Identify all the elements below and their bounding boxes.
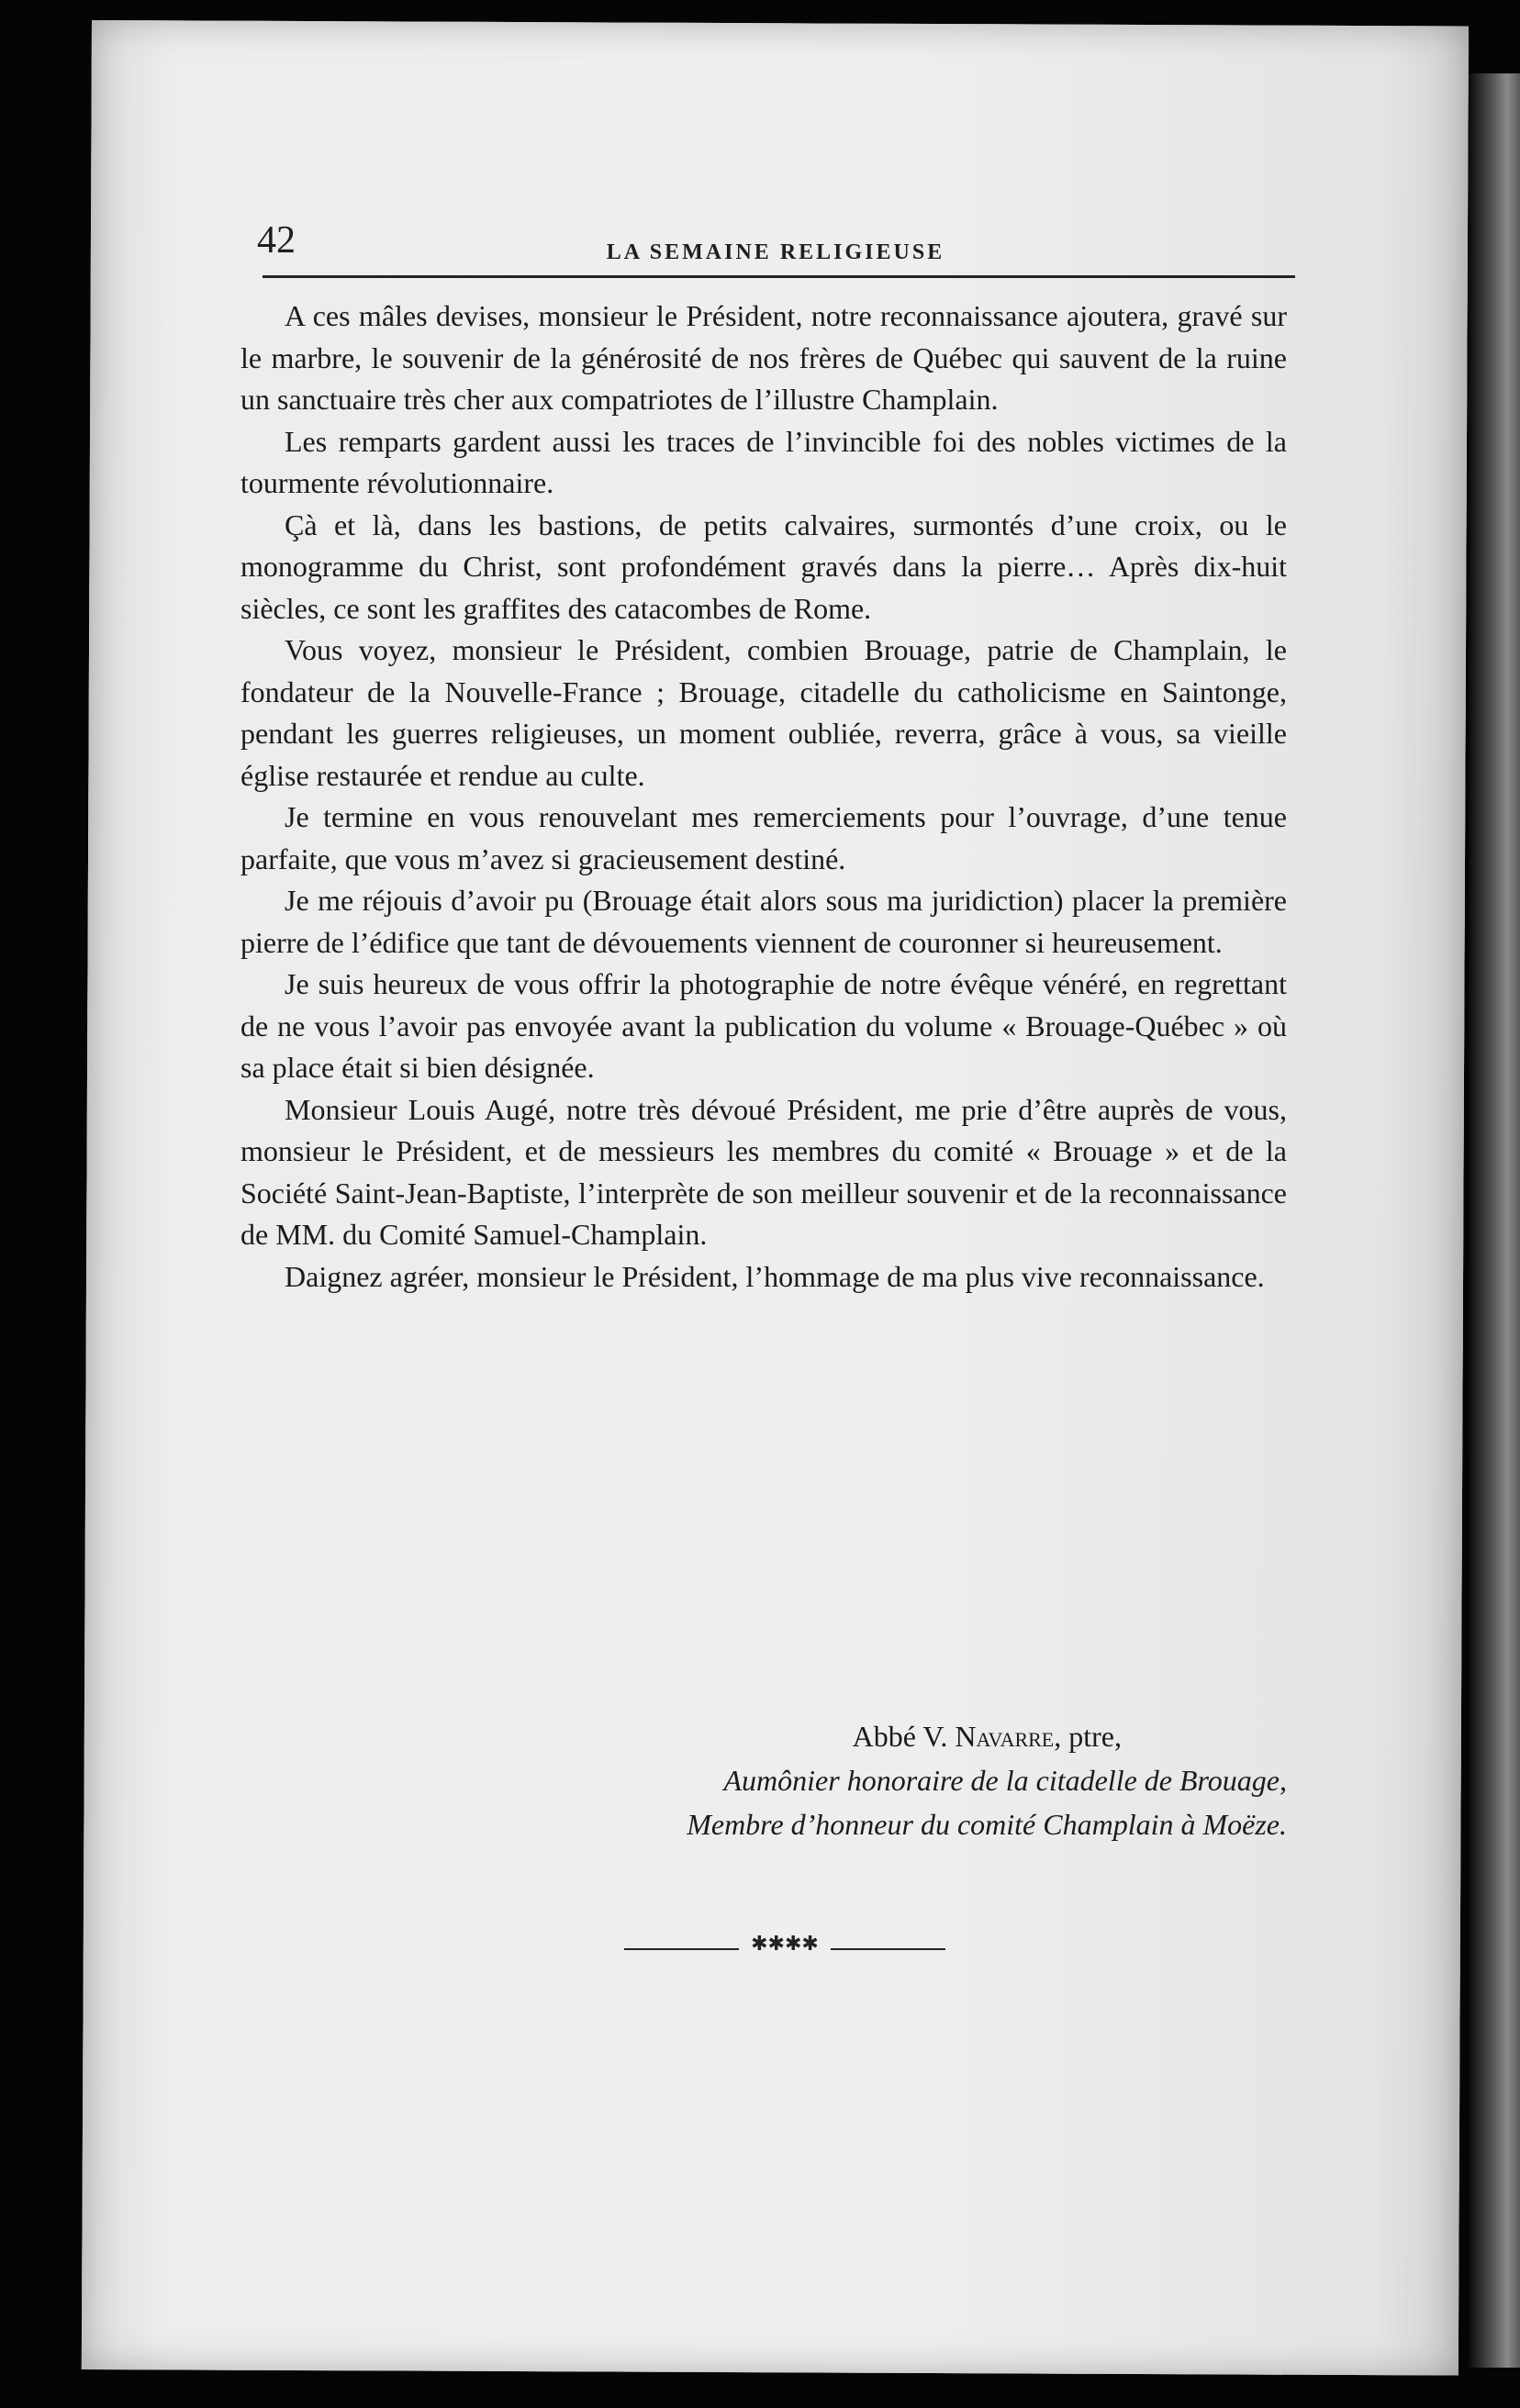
letter-body xyxy=(240,295,1287,1298)
paragraph: Je termine en vous renouvelant mes remerciements pour l’ouvrage, d’une tenue parfaite, que vous m’avez si gracieusement destiné. xyxy=(240,800,1287,875)
paragraph: Je suis heureux de vous offrir la photographie de notre évêque vénéré, en regrettant de ne vous l’avoir pas envoyée avant la publication du volume « Brouage-Québec » où sa place était si bien désignée. xyxy=(240,967,1287,1084)
signature-block xyxy=(240,1714,1287,1846)
paragraph: A ces mâles devises, monsieur le Président, notre reconnaissance ajoutera, gravé sur le marbre, le souvenir de la générosité de nos frères de Québec qui sauvent de la ruine un sanctuaire très cher aux compatriotes de l’illustre Champlain. xyxy=(240,299,1287,416)
header-rule xyxy=(263,275,1295,278)
paragraph: Daignez agréer, monsieur le Président, l’hommage de ma plus vive reconnaissance. xyxy=(285,1259,1265,1293)
paragraph: Çà et là, dans les bastions, de petits calvaires, surmontés d’une croix, ou le monogramme du Christ, sont profondément gravés dans la pierre… Après dix-huit siècles, ce sont les graffites des catacombes de Rome. xyxy=(240,507,1287,625)
signature-name xyxy=(240,1714,1287,1758)
signature-title-line-1: Aumônier honoraire de la citadelle de Brouage, xyxy=(723,1764,1287,1797)
section-ornament xyxy=(624,1931,945,1968)
paragraph: Monsieur Louis Augé, notre très dévoué Président, me prie d’être auprès de vous, monsieur le Président, et de messieurs les membres du comité « Brouage » et de la Société Saint-Jean-Baptiste, l’interprète de son meilleur souvenir et de la reconnaissance de MM. du Comité Samuel-Champlain. xyxy=(240,1092,1287,1251)
signature-surname: Navarre xyxy=(955,1720,1055,1753)
ornament-stars: ✱✱✱✱ xyxy=(751,1933,819,1956)
paragraph: Les remparts gardent aussi les traces de l’invincible foi des nobles victimes de la tourmente révolutionnaire. xyxy=(240,424,1287,499)
adjacent-page-edge xyxy=(1469,73,1520,2368)
page-number: 42 xyxy=(257,219,296,262)
paragraph: Je me réjouis d’avoir pu (Brouage était alors sous ma juridiction) placer la première pierre de l’édifice que tant de dévouements viennent de couronner si heureusement. xyxy=(240,884,1287,959)
ornament-rule-right xyxy=(831,1948,945,1950)
signature-name-suffix: , ptre, xyxy=(1054,1720,1122,1753)
signature-name-prefix: Abbé V. xyxy=(852,1720,956,1753)
running-head: LA SEMAINE RELIGIEUSE xyxy=(606,240,945,264)
page-header xyxy=(257,204,1294,264)
signature-title-line-2: Membre d’honneur du comité Champlain à Moëze. xyxy=(687,1808,1287,1841)
paragraph: Vous voyez, monsieur le Président, combien Brouage, patrie de Champlain, le fondateur de la Nouvelle-France ; Brouage, citadelle du catholicisme en Saintonge, pendant les guerres religieuses, un moment oubliée, reverra, grâce à vous, sa vieille église restaurée et rendue au culte. xyxy=(240,633,1287,792)
